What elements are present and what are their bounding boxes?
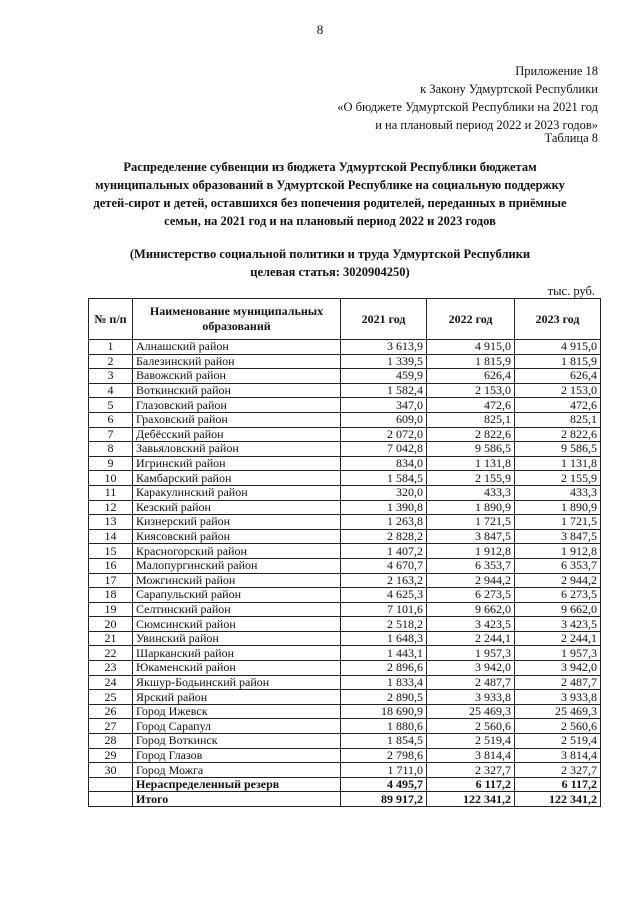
row-value-2021: 1 584,5: [341, 471, 427, 486]
row-value-2021: 18 690,9: [341, 704, 427, 719]
row-value-2023: 2 244,1: [515, 631, 601, 646]
row-value-2021: 4 625,3: [341, 588, 427, 603]
row-value-2021: 1 648,3: [341, 631, 427, 646]
row-name: Каракулинский район: [133, 485, 341, 500]
total-row-value-2022: 122 341,2: [427, 792, 515, 807]
row-value-2021: 1 390,8: [341, 500, 427, 515]
total-row: [89, 792, 601, 807]
row-value-2021: 7 101,6: [341, 602, 427, 617]
appendix-line: «О бюджете Удмуртской Республики на 2021 год: [337, 100, 598, 114]
row-name: Красногорский район: [133, 544, 341, 559]
row-number: 6: [89, 412, 133, 427]
row-number: 2: [89, 354, 133, 369]
ministry-note: [100, 245, 560, 281]
row-value-2022: 2 487,7: [427, 675, 515, 690]
row-name: Увинский район: [133, 631, 341, 646]
row-name: Киясовский район: [133, 529, 341, 544]
table-row: [89, 456, 601, 471]
row-value-2022: 9 662,0: [427, 602, 515, 617]
table-row: [89, 631, 601, 646]
row-value-2021: 459,9: [341, 369, 427, 384]
row-name: Вавожский район: [133, 369, 341, 384]
table-row: [89, 442, 601, 457]
table-row: [89, 544, 601, 559]
row-number: 5: [89, 398, 133, 413]
table-row: [89, 427, 601, 442]
row-name: Город Глазов: [133, 748, 341, 763]
row-value-2021: 3 613,9: [341, 340, 427, 355]
row-name: Город Ижевск: [133, 704, 341, 719]
row-value-2022: 2 244,1: [427, 631, 515, 646]
ministry-line: (Министерство социальной политики и труда Удмуртской Республики: [129, 247, 531, 261]
appendix-line: Приложение 18: [515, 64, 598, 78]
total-row-name: Итого: [133, 792, 341, 807]
row-value-2022: 2 155,9: [427, 471, 515, 486]
row-value-2023: 2 487,7: [515, 675, 601, 690]
table-row: [89, 704, 601, 719]
table-row: [89, 354, 601, 369]
row-name: Сарапульский район: [133, 588, 341, 603]
row-value-2023: 9 662,0: [515, 602, 601, 617]
row-number: 24: [89, 675, 133, 690]
row-value-2023: 2 944,2: [515, 573, 601, 588]
row-value-2022: 4 915,0: [427, 340, 515, 355]
row-number: 28: [89, 734, 133, 749]
row-name: Балезинский район: [133, 354, 341, 369]
row-value-2023: 433,3: [515, 485, 601, 500]
row-name: Ярский район: [133, 690, 341, 705]
reserve-row-name: Нераспределенный резерв: [133, 777, 341, 792]
row-value-2023: 472,6: [515, 398, 601, 413]
row-value-2021: 2 518,2: [341, 617, 427, 632]
row-value-2021: 1 339,5: [341, 354, 427, 369]
row-value-2023: 1 815,9: [515, 354, 601, 369]
page-number: 8: [316, 22, 324, 37]
table-label: Таблица 8: [544, 131, 598, 145]
units-label: тыс. руб.: [547, 284, 595, 298]
row-value-2022: 2 944,2: [427, 573, 515, 588]
row-number: 23: [89, 661, 133, 676]
table-row: [89, 675, 601, 690]
reserve-row-value-2022: 6 117,2: [427, 777, 515, 792]
row-value-2021: 2 896,6: [341, 661, 427, 676]
table-row: [89, 340, 601, 355]
row-name: Город Можга: [133, 763, 341, 778]
reserve-row: [89, 777, 601, 792]
row-value-2023: 9 586,5: [515, 442, 601, 457]
row-value-2022: 3 814,4: [427, 748, 515, 763]
row-value-2021: 320,0: [341, 485, 427, 500]
row-value-2022: 6 273,5: [427, 588, 515, 603]
row-value-2021: 1 263,8: [341, 515, 427, 530]
table-row: [89, 719, 601, 734]
row-value-2023: 825,1: [515, 412, 601, 427]
row-value-2023: 3 933,8: [515, 690, 601, 705]
row-value-2022: 3 933,8: [427, 690, 515, 705]
table-row: [89, 588, 601, 603]
row-value-2023: 2 822,6: [515, 427, 601, 442]
row-value-2021: 1 833,4: [341, 675, 427, 690]
row-value-2021: 2 798,6: [341, 748, 427, 763]
table-row: [89, 558, 601, 573]
table-row: [89, 369, 601, 384]
table-body: [89, 340, 601, 807]
row-name: Завьяловский район: [133, 442, 341, 457]
row-number: 19: [89, 602, 133, 617]
row-number: 15: [89, 544, 133, 559]
row-value-2022: 2 519,4: [427, 734, 515, 749]
header-2022: 2022 год: [427, 299, 515, 340]
row-value-2023: 2 519,4: [515, 734, 601, 749]
row-value-2022: 825,1: [427, 412, 515, 427]
row-value-2023: 1 957,3: [515, 646, 601, 661]
row-value-2022: 6 353,7: [427, 558, 515, 573]
row-value-2023: 3 942,0: [515, 661, 601, 676]
row-name: Кизнерский район: [133, 515, 341, 530]
row-value-2023: 1 131,8: [515, 456, 601, 471]
appendix-line: и на плановый период 2022 и 2023 годов»: [375, 118, 598, 132]
row-value-2023: 626,4: [515, 369, 601, 384]
row-number: 21: [89, 631, 133, 646]
table-row: [89, 646, 601, 661]
row-value-2022: 2 560,6: [427, 719, 515, 734]
row-value-2023: 3 814,4: [515, 748, 601, 763]
table-row: [89, 602, 601, 617]
row-value-2022: 9 586,5: [427, 442, 515, 457]
row-value-2021: 1 854,5: [341, 734, 427, 749]
row-number: 26: [89, 704, 133, 719]
row-value-2022: 1 815,9: [427, 354, 515, 369]
row-name: Можгинский район: [133, 573, 341, 588]
row-name: Кезский район: [133, 500, 341, 515]
row-number: 29: [89, 748, 133, 763]
row-value-2022: 1 957,3: [427, 646, 515, 661]
row-number: 9: [89, 456, 133, 471]
row-name: Сюмсинский район: [133, 617, 341, 632]
row-value-2021: 4 670,7: [341, 558, 427, 573]
row-value-2021: 7 042,8: [341, 442, 427, 457]
row-name: Якшур-Бодьинский район: [133, 675, 341, 690]
table-row: [89, 529, 601, 544]
table-row: [89, 573, 601, 588]
table-row: [89, 763, 601, 778]
row-value-2022: 1 890,9: [427, 500, 515, 515]
table-row: [89, 383, 601, 398]
row-number: 25: [89, 690, 133, 705]
table-row: [89, 485, 601, 500]
row-number: 12: [89, 500, 133, 515]
row-name: Камбарский район: [133, 471, 341, 486]
reserve-row-value-2021: 4 495,7: [341, 777, 427, 792]
row-number: 20: [89, 617, 133, 632]
appendix-line: к Закону Удмуртской Республики: [420, 82, 598, 96]
row-value-2023: 6 353,7: [515, 558, 601, 573]
row-value-2021: 1 711,0: [341, 763, 427, 778]
row-number: 8: [89, 442, 133, 457]
header-2023: 2023 год: [515, 299, 601, 340]
row-number: 7: [89, 427, 133, 442]
row-value-2022: 2 327,7: [427, 763, 515, 778]
header-name: Наименование муниципальных образований: [133, 299, 341, 340]
table-row: [89, 500, 601, 515]
row-value-2023: 1 721,5: [515, 515, 601, 530]
table-row: [89, 398, 601, 413]
row-value-2022: 2 153,0: [427, 383, 515, 398]
row-name: Юкаменский район: [133, 661, 341, 676]
total-row-value-2023: 122 341,2: [515, 792, 601, 807]
row-number: 18: [89, 588, 133, 603]
row-value-2022: 2 822,6: [427, 427, 515, 442]
row-value-2023: 1 912,8: [515, 544, 601, 559]
row-number: 27: [89, 719, 133, 734]
table-row: [89, 617, 601, 632]
table-row: [89, 661, 601, 676]
row-number: 1: [89, 340, 133, 355]
table-row: [89, 734, 601, 749]
row-name: Воткинский район: [133, 383, 341, 398]
row-number: 30: [89, 763, 133, 778]
row-name: Игринский район: [133, 456, 341, 471]
empty-cell: [89, 777, 133, 792]
row-name: Город Воткинск: [133, 734, 341, 749]
row-value-2023: 6 273,5: [515, 588, 601, 603]
reserve-row-value-2023: 6 117,2: [515, 777, 601, 792]
row-value-2022: 1 721,5: [427, 515, 515, 530]
row-value-2021: 1 880,6: [341, 719, 427, 734]
row-number: 17: [89, 573, 133, 588]
document-title: Распределение субвенции из бюджета Удмуртской Республики бюджетам муниципальных образований в Удмуртской Республике на социальную поддержку детей-сирот и детей, оставшихся без попечения родителей, переданных в приёмные семьи, на 2021 год и на плановый период 2022 и 2023 годов: [93, 160, 567, 228]
row-value-2023: 2 327,7: [515, 763, 601, 778]
ministry-line: целевая статья: 3020904250): [250, 265, 410, 279]
table-row: [89, 690, 601, 705]
row-value-2023: 2 560,6: [515, 719, 601, 734]
row-value-2021: 609,0: [341, 412, 427, 427]
row-number: 13: [89, 515, 133, 530]
header-2021: 2021 год: [341, 299, 427, 340]
subvention-table: [88, 298, 601, 807]
row-number: 10: [89, 471, 133, 486]
row-value-2021: 1 582,4: [341, 383, 427, 398]
appendix-block: [337, 62, 598, 134]
row-value-2021: 347,0: [341, 398, 427, 413]
table-row: [89, 515, 601, 530]
row-value-2023: 3 423,5: [515, 617, 601, 632]
row-number: 3: [89, 369, 133, 384]
row-number: 22: [89, 646, 133, 661]
row-number: 14: [89, 529, 133, 544]
row-value-2023: 25 469,3: [515, 704, 601, 719]
row-value-2023: 1 890,9: [515, 500, 601, 515]
table-header-row: [89, 299, 601, 340]
row-value-2022: 626,4: [427, 369, 515, 384]
table-row: [89, 412, 601, 427]
row-value-2021: 2 072,0: [341, 427, 427, 442]
row-value-2021: 1 407,2: [341, 544, 427, 559]
row-number: 16: [89, 558, 133, 573]
total-row-value-2021: 89 917,2: [341, 792, 427, 807]
table-row: [89, 471, 601, 486]
row-value-2023: 3 847,5: [515, 529, 601, 544]
table-row: [89, 748, 601, 763]
row-name: Дебёсский район: [133, 427, 341, 442]
row-value-2022: 1 912,8: [427, 544, 515, 559]
row-value-2021: 2 890,5: [341, 690, 427, 705]
row-value-2022: 3 423,5: [427, 617, 515, 632]
row-name: Алнашский район: [133, 340, 341, 355]
row-number: 4: [89, 383, 133, 398]
row-value-2023: 2 155,9: [515, 471, 601, 486]
row-name: Город Сарапул: [133, 719, 341, 734]
row-name: Малопургинский район: [133, 558, 341, 573]
row-value-2022: 3 942,0: [427, 661, 515, 676]
empty-cell: [89, 792, 133, 807]
row-value-2022: 3 847,5: [427, 529, 515, 544]
row-value-2023: 2 153,0: [515, 383, 601, 398]
row-value-2022: 472,6: [427, 398, 515, 413]
row-value-2023: 4 915,0: [515, 340, 601, 355]
row-value-2021: 2 828,2: [341, 529, 427, 544]
row-value-2021: 2 163,2: [341, 573, 427, 588]
row-value-2021: 834,0: [341, 456, 427, 471]
row-name: Селтинский район: [133, 602, 341, 617]
row-value-2021: 1 443,1: [341, 646, 427, 661]
row-value-2022: 433,3: [427, 485, 515, 500]
row-value-2022: 1 131,8: [427, 456, 515, 471]
row-name: Граховский район: [133, 412, 341, 427]
row-name: Глазовский район: [133, 398, 341, 413]
row-number: 11: [89, 485, 133, 500]
header-num: № п/п: [89, 299, 133, 340]
row-name: Шарканский район: [133, 646, 341, 661]
row-value-2022: 25 469,3: [427, 704, 515, 719]
